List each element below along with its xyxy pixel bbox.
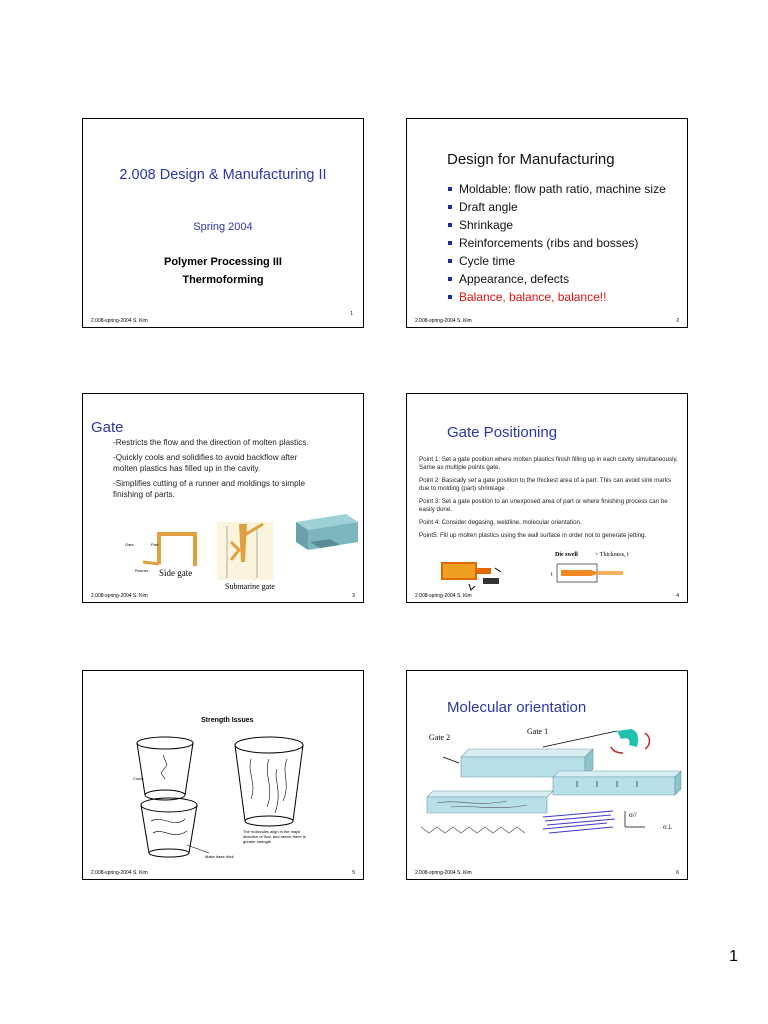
gate-position-point: Point 2: Basically set a gate position to the thickest area of a part. This can avoid sink marks due to molding (part) shrinkage . — [419, 477, 671, 492]
submarine-gate-label: Submarine gate — [225, 582, 275, 591]
slide-1-subtitle: Spring 2004 — [193, 221, 253, 233]
gate-position-point: Point 4: Consider degasing, weldline, molecular orientation. — [419, 519, 582, 526]
die-swell-diagram — [551, 562, 645, 584]
slide-number: 4 — [676, 593, 679, 599]
make-base-thick-label: Make base thick — [205, 854, 234, 859]
slide-number: 1 — [350, 311, 353, 317]
molecular-orientation-diagram — [407, 727, 687, 867]
strength-note: The molecules align in the major direction of flow, and hence there is greater strength — [243, 829, 306, 844]
gate-2-label: Gate 2 — [429, 733, 451, 742]
gate-label: Gate — [125, 542, 134, 547]
slide-5-title: Strength Issues — [201, 717, 254, 724]
slide-footer: 2.008-spring-2004 S. Kim — [415, 318, 472, 324]
slide-3 — [82, 393, 364, 603]
slide-1-topic-line1: Polymer Processing III — [164, 256, 282, 268]
thickness-label: > Thickness, t — [595, 552, 629, 558]
die-swell-label: Die swell — [555, 552, 578, 558]
runner-label: Runner — [135, 568, 149, 573]
slide-2-bullet-list — [447, 180, 683, 306]
gate-position-point: Point 3: Set a gate position to an unexposed area of part or where finishing process can be easily done. — [419, 498, 668, 513]
slide-6-title: Molecular orientation — [447, 699, 587, 716]
side-gate-label: Side gate — [159, 568, 193, 578]
part-label: Part — [151, 542, 159, 547]
gate-point: -Restricts the flow and the direction of molten plastics. — [113, 438, 309, 447]
jetting-diagram — [439, 558, 519, 592]
slide-6 — [406, 670, 688, 880]
slide-3-title: Gate — [91, 419, 124, 436]
slide-footer: 2.008-spring-2004 S. Kim — [91, 593, 148, 599]
bullet-item: Draft angle — [447, 198, 683, 216]
slide-1-topic-line2: Thermoforming — [182, 274, 264, 286]
slide-footer: 2.008-spring-2004 S. Kim — [91, 318, 148, 324]
sigma-perp-label: σ⊥ — [663, 823, 673, 831]
bullet-item: Moldable: flow path ratio, machine size — [447, 180, 683, 198]
bullet-item: Cycle time — [447, 252, 683, 270]
bullet-item: Appearance, defects — [447, 270, 683, 288]
slide-footer: 2.008-spring-2004 S. Kim — [415, 593, 472, 599]
slide-number: 2 — [676, 318, 679, 324]
slide-1-title: 2.008 Design & Manufacturing II — [119, 167, 327, 183]
bullet-item: Reinforcements (ribs and bosses) — [447, 234, 683, 252]
submarine-gate-diagram — [217, 522, 273, 580]
page-number: 1 — [729, 948, 738, 965]
slide-4 — [406, 393, 688, 603]
gate-point: -Quickly cools and solidifies to avoid backflow after molten plastics has filled up in the cavity. — [113, 453, 298, 473]
gate-3d-block-diagram — [288, 512, 360, 562]
slide-4-text — [419, 456, 681, 545]
slide-1 — [82, 118, 364, 328]
slide-number: 5 — [352, 870, 355, 876]
slide-2-title: Design for Manufacturing — [447, 151, 615, 168]
gate-point: -Simplifies cutting of a runner and moldings to simple finishing of parts. — [113, 479, 306, 499]
slide-number: 3 — [352, 593, 355, 599]
slide-2 — [406, 118, 688, 328]
bullet-item-highlight: Balance, balance, balance!! — [447, 288, 683, 306]
slide-footer: 2.008-spring-2004 S. Kim — [91, 870, 148, 876]
slide-3-text — [113, 437, 313, 504]
gate-1-label: Gate 1 — [527, 727, 549, 736]
crack-label: Crack — [133, 776, 144, 781]
gate-position-point: Point5: Fill up molten plastics using the wall surface in order not to generate jetting. — [419, 532, 647, 539]
t-label: t — [551, 572, 553, 578]
sigma-parallel-label: σ// — [629, 811, 637, 819]
gate-position-point: Point 1: Set a gate position where molten plastics finish filling up in each cavity simultaneously. Same as multiple points gate. — [419, 456, 678, 471]
slide-5 — [82, 670, 364, 880]
slide-number: 6 — [676, 870, 679, 876]
slide-footer: 2.008-spring-2004 S. Kim — [415, 870, 472, 876]
slide-4-title: Gate Positioning — [447, 424, 558, 441]
bullet-item: Shrinkage — [447, 216, 683, 234]
